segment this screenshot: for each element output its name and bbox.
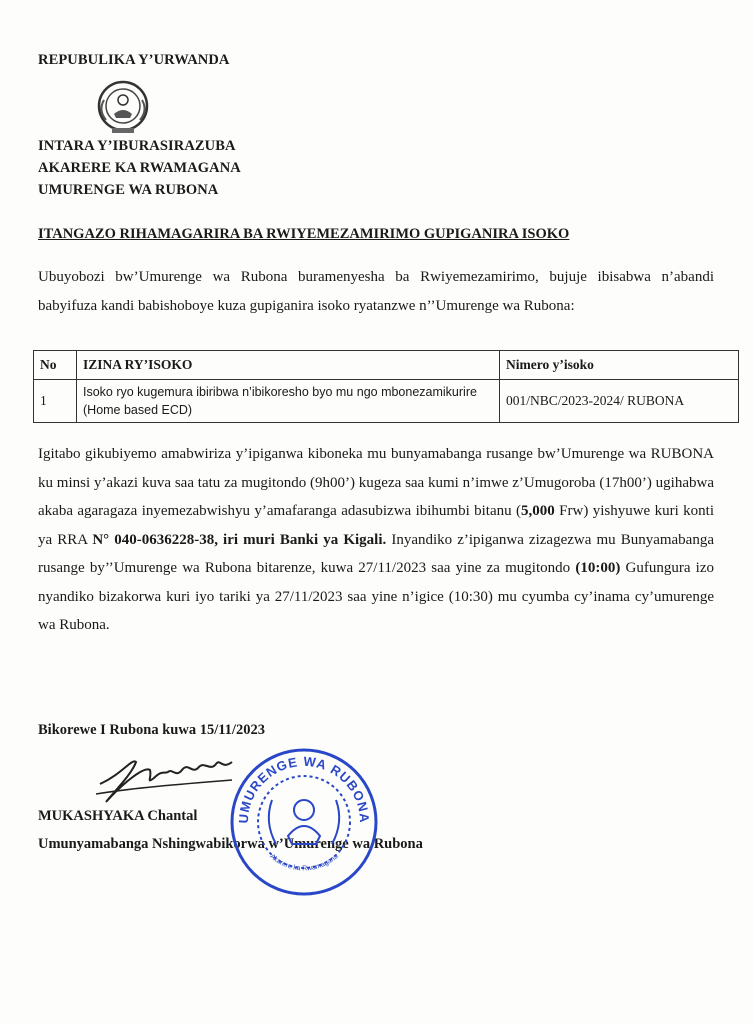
national-emblem-icon	[92, 80, 154, 136]
sector-heading: UMURENGE WA RUBONA	[38, 182, 219, 198]
svg-text:UMURENGE WA RUBONA	[236, 754, 372, 824]
stamp-bottom-text: Akarere ka Rwamagana	[268, 853, 340, 873]
deadline-time: (10:00)	[575, 560, 621, 576]
district-heading: AKARERE KA RWAMAGANA	[38, 160, 241, 176]
tender-number-cell: 001/NBC/2023-2024/ RUBONA	[500, 380, 739, 423]
official-stamp	[228, 740, 380, 900]
republic-heading: REPUBULIKA Y’URWANDA	[38, 52, 230, 68]
column-header: IZINA RY’ISOKO	[77, 351, 500, 380]
body-text: Gufungura izo nyandiko bizakorwa kuri iyo tariki ya 27/11/2023 saa yine n’igice (10:30) mu cyumba cy’inama cy’umurenge wa Rubona.	[38, 560, 715, 633]
body-paragraph	[38, 440, 714, 640]
stamp-top-text: UMURENGE WA RUBONA	[235, 753, 373, 824]
svg-text:Akarere ka Rwamagana	[268, 853, 339, 872]
bank-account: N° 040-0636228-38, iri muri Banki ya Kigali.	[92, 531, 387, 548]
fee-amount: 5,000	[521, 503, 555, 519]
intro-paragraph: Ubuyobozi bw’Umurenge wa Rubona buramenyesha ba Rwiyemezamirimo, bujuje ibisabwa n’abandi babyifuza kandi babishoboye kuza gupiganira isoko ryatanzwe n’’Umurenge wa Rubona:	[38, 269, 714, 314]
tender-name-cell: Isoko ryo kugemura ibiribwa n’ibikoresho byo mu ngo mbonezamikurire (Home based ECD)	[77, 380, 500, 423]
handwritten-signature	[92, 744, 242, 808]
province-heading: INTARA Y’IBURASIRAZUBA	[38, 138, 236, 154]
place-date: Bikorewe I Rubona kuwa 15/11/2023	[38, 722, 265, 738]
body-text: Frw) yishyuwe kuri konti ya RRA	[38, 503, 714, 548]
table-row	[34, 380, 739, 423]
tender-no-cell: 1	[34, 380, 77, 423]
tender-table	[33, 350, 739, 423]
body-text: Igitabo gikubiyemo amabwiriza y’ipiganwa kiboneka mu bunyamabanga rusange bw’Umurenge wa RUBONA ku minsi y’akazi kuva saa tatu za mugitondo (9h00’) kugeza saa kumi n’imwe z’Umugoroba (17h00’) ugihabwa akaba agaragaza inyemezabwishyu y’amafaranga adasubizwa ibihumbi bitanu (	[38, 446, 714, 519]
column-header: No	[34, 351, 77, 380]
body-text: Inyandiko z’ipiganwa zizagezwa mu Bunyamabanga rusange by’’Umurenge wa Rubona bitarenze, kuwa 27/11/2023 saa yine za mugitondo	[38, 531, 714, 576]
column-header: Nimero y’isoko	[500, 351, 739, 380]
signatory-role: Umunyamabanga Nshingwabikorwa w’Umurenge wa Rubona	[38, 836, 423, 852]
table-header-row	[34, 351, 739, 380]
announcement-title: ITANGAZO RIHAMAGARIRA BA RWIYEMEZAMIRIMO GUPIGANIRA ISOKO	[38, 226, 570, 242]
signatory-name: MUKASHYAKA Chantal	[38, 808, 198, 824]
